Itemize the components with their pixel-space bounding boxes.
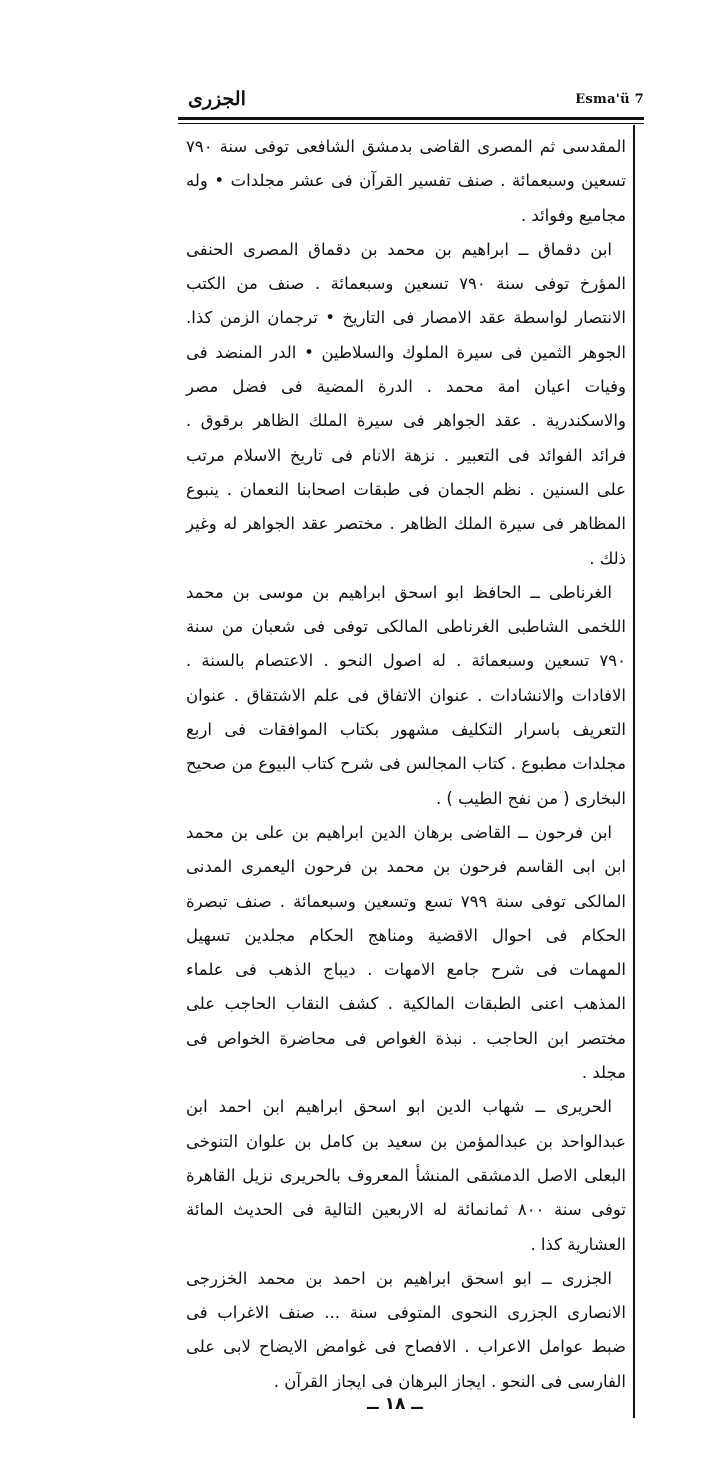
header-rule-thin: [178, 123, 644, 124]
series-label: Esma'ü 7: [575, 92, 644, 107]
entry-gharnati: الغرناطى ــ الحافظ ابو اسحق ابراهيم بن موسى بن محمد اللخمى الشاطبى الغرناطى المالكى توفى فى شعبان من سنة ٧٩٠ تسعين وسبعمائة . له اصول النحو . الاعتصام بالسنة . الافادات والانشادات . عنوان الاتفاق فى علم الاشتقاق . عنوان التعريف باسرار التكليف مشهور بكتاب الموافقات فى اربع مجلدات مطبوع . كتاب المجالس فى شرح كتاب البيوع من صحيح البخارى ( من نفح الطيب ) .: [186, 582, 626, 808]
entry-ibn-duqmaq: ابن دقماق ــ ابراهيم بن محمد بن دقماق المصرى الحنفى المؤرخ توفى سنة ٧٩٠ تسعين وسبعمائة . صنف من الكتب الانتصار لواسطة عقد الامصار فى التاريخ • ترجمان الزمن كذا. الجوهر الثمين فى سيرة الملوك والسلاطين • الدر المنضد فى وفيات اعيان امة محمد . الدرة المضية فى فضل مصر والاسكندرية . عقد الجواهر فى سيرة الملك الظاهر برقوق . فرائد الفوائد فى التعبير . نزهة الانام فى تاريخ الاسلام مرتب على السنين . نظم الجمان فى طبقات اصحابنا النعمان . ينبوع المظاهر فى سيرة الملك الظاهر . مختصر عقد الجواهر له وغير ذلك .: [186, 239, 626, 568]
running-title: الجزرى: [188, 88, 246, 110]
entry-jazari: الجزرى ــ ابو اسحق ابراهيم بن احمد بن محمد الخزرجى الانصارى الجزرى النحوى المتوفى سنة ... صنف الاغراب فى ضبط عوامل الاعراب . الافصاح فى غوامض الايضاح لابى على الفارسى فى النحو . ايجاز البرهان فى ايجاز القرآن .: [186, 1268, 626, 1391]
margin-rule: [633, 125, 635, 1418]
entry-hariri: الحريرى ــ شهاب الدين ابو اسحق ابراهيم ابن احمد ابن عبدالواحد بن عبدالمؤمن بن سعيد بن كامل بن علوان التنوخى البعلى الاصل الدمشقى المنشأ المعروف بالحريرى نزيل القاهرة توفى سنة ٨٠٠ ثمانمائة له الاربعين التالية فى الحديث المائة العشارية كذا .: [186, 1097, 627, 1254]
header-rule: [178, 117, 644, 120]
page-header: [180, 86, 642, 116]
entry-continuation: المقدسى ثم المصرى القاضى بدمشق الشافعى توفى سنة ٧٩٠ تسعين وسبعمائة . صنف تفسير القرآن فى عشر مجلدات • وله مجاميع وفوائد .: [186, 137, 626, 225]
page-number: ــ ١٨ ــ: [367, 1394, 423, 1414]
entry-ibn-farhun: ابن فرحون ــ القاضى برهان الدين ابراهيم بن على بن محمد ابن ابى القاسم فرحون بن محمد بن فرحون اليعمرى المدنى المالكى توفى سنة ٧٩٩ تسع وتسعين وسبعمائة . صنف تبصرة الحكام فى احوال الاقضية ومناهج الحكام مجلدين تسهيل المهمات فى شرح جامع الامهات . ديباج الذهب فى علماء المذهب اعنى الطبقات المالكية . كشف النقاب الحاجب على مختصر ابن الحاجب . نبذة الغواص فى محاضرة الخواص فى مجلد .: [186, 822, 626, 1083]
body-text: [186, 130, 626, 1399]
